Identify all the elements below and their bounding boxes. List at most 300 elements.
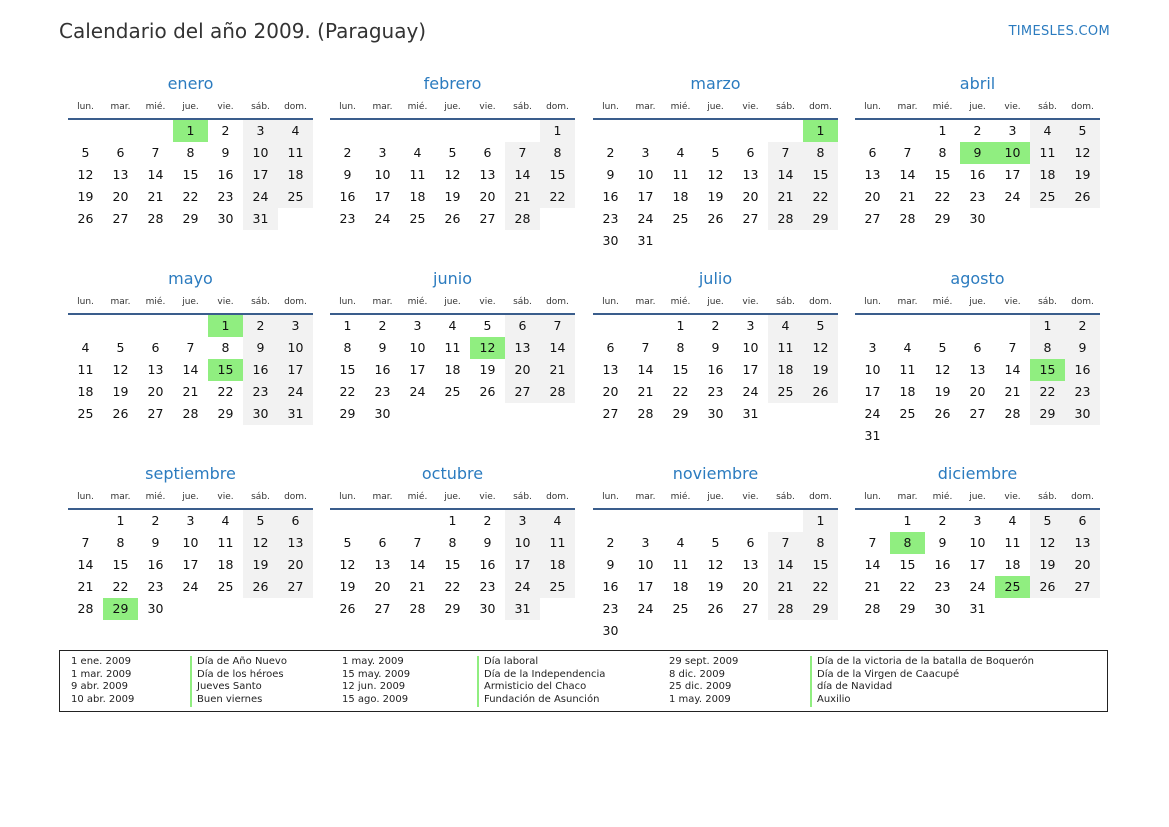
holiday-day-cell[interactable]: 29	[103, 598, 138, 620]
day-cell[interactable]: 14	[77, 557, 94, 572]
day-cell[interactable]: 20	[374, 579, 391, 594]
day-cell[interactable]: 22	[803, 576, 838, 598]
day-cell[interactable]: 28	[637, 406, 654, 421]
day-cell[interactable]: 18	[77, 384, 94, 399]
day-cell[interactable]: 3	[641, 145, 650, 160]
day-cell[interactable]: 25	[409, 211, 426, 226]
day-cell[interactable]: 7	[81, 535, 90, 550]
day-cell[interactable]: 23	[479, 579, 496, 594]
day-cell[interactable]: 23	[243, 381, 278, 403]
day-cell[interactable]: 13	[1065, 532, 1100, 554]
day-cell[interactable]: 4	[221, 513, 230, 528]
day-cell[interactable]: 28	[182, 406, 199, 421]
day-cell[interactable]: 13	[969, 362, 986, 377]
day-cell[interactable]: 15	[803, 554, 838, 576]
day-cell[interactable]: 8	[116, 535, 125, 550]
day-cell[interactable]: 28	[409, 601, 426, 616]
day-cell[interactable]: 5	[116, 340, 125, 355]
day-cell[interactable]: 24	[864, 406, 881, 421]
day-cell[interactable]: 1	[448, 513, 457, 528]
day-cell[interactable]: 21	[147, 189, 164, 204]
day-cell[interactable]: 26	[707, 601, 724, 616]
day-cell[interactable]: 24	[505, 576, 540, 598]
day-cell[interactable]: 6	[1065, 510, 1100, 532]
day-cell[interactable]: 30	[969, 211, 986, 226]
day-cell[interactable]: 22	[934, 189, 951, 204]
day-cell[interactable]: 23	[147, 579, 164, 594]
day-cell[interactable]: 25	[768, 381, 803, 403]
day-cell[interactable]: 20	[112, 189, 129, 204]
day-cell[interactable]: 2	[711, 318, 720, 333]
day-cell[interactable]: 13	[278, 532, 313, 554]
day-cell[interactable]: 5	[243, 510, 278, 532]
day-cell[interactable]: 27	[1065, 576, 1100, 598]
day-cell[interactable]: 29	[182, 211, 199, 226]
day-cell[interactable]: 28	[1004, 406, 1021, 421]
day-cell[interactable]: 16	[374, 362, 391, 377]
day-cell[interactable]: 30	[217, 211, 234, 226]
day-cell[interactable]: 26	[803, 381, 838, 403]
day-cell[interactable]: 31	[637, 233, 654, 248]
day-cell[interactable]: 16	[479, 557, 496, 572]
day-cell[interactable]: 9	[343, 167, 352, 182]
day-cell[interactable]: 19	[1065, 164, 1100, 186]
day-cell[interactable]: 19	[707, 189, 724, 204]
day-cell[interactable]: 7	[768, 532, 803, 554]
day-cell[interactable]: 25	[672, 601, 689, 616]
day-cell[interactable]: 17	[969, 557, 986, 572]
day-cell[interactable]: 19	[803, 359, 838, 381]
day-cell[interactable]: 24	[182, 579, 199, 594]
day-cell[interactable]: 19	[707, 579, 724, 594]
day-cell[interactable]: 10	[182, 535, 199, 550]
day-cell[interactable]: 1	[1030, 315, 1065, 337]
day-cell[interactable]: 7	[903, 145, 912, 160]
day-cell[interactable]: 6	[746, 535, 755, 550]
day-cell[interactable]: 8	[676, 340, 685, 355]
day-cell[interactable]: 30	[479, 601, 496, 616]
day-cell[interactable]: 16	[243, 359, 278, 381]
day-cell[interactable]: 19	[243, 554, 278, 576]
day-cell[interactable]: 3	[243, 120, 278, 142]
holiday-day-cell[interactable]: 15	[1030, 359, 1065, 381]
day-cell[interactable]: 3	[186, 513, 195, 528]
day-cell[interactable]: 22	[217, 384, 234, 399]
day-cell[interactable]: 8	[343, 340, 352, 355]
day-cell[interactable]: 27	[147, 406, 164, 421]
day-cell[interactable]: 21	[77, 579, 94, 594]
day-cell[interactable]: 15	[803, 164, 838, 186]
day-cell[interactable]: 7	[151, 145, 160, 160]
day-cell[interactable]: 7	[186, 340, 195, 355]
day-cell[interactable]: 16	[147, 557, 164, 572]
day-cell[interactable]: 26	[1030, 576, 1065, 598]
day-cell[interactable]: 6	[505, 315, 540, 337]
day-cell[interactable]: 14	[864, 557, 881, 572]
day-cell[interactable]: 6	[868, 145, 877, 160]
day-cell[interactable]: 19	[77, 189, 94, 204]
holiday-day-cell[interactable]: 8	[890, 532, 925, 554]
day-cell[interactable]: 28	[77, 601, 94, 616]
day-cell[interactable]: 13	[374, 557, 391, 572]
day-cell[interactable]: 23	[602, 601, 619, 616]
day-cell[interactable]: 10	[278, 337, 313, 359]
day-cell[interactable]: 1	[343, 318, 352, 333]
day-cell[interactable]: 10	[864, 362, 881, 377]
day-cell[interactable]: 7	[768, 142, 803, 164]
day-cell[interactable]: 12	[339, 557, 356, 572]
day-cell[interactable]: 14	[768, 554, 803, 576]
day-cell[interactable]: 12	[934, 362, 951, 377]
day-cell[interactable]: 5	[938, 340, 947, 355]
day-cell[interactable]: 2	[378, 318, 387, 333]
day-cell[interactable]: 17	[742, 362, 759, 377]
day-cell[interactable]: 20	[147, 384, 164, 399]
day-cell[interactable]: 18	[768, 359, 803, 381]
day-cell[interactable]: 26	[444, 211, 461, 226]
day-cell[interactable]: 17	[182, 557, 199, 572]
day-cell[interactable]: 18	[278, 164, 313, 186]
day-cell[interactable]: 9	[711, 340, 720, 355]
day-cell[interactable]: 11	[278, 142, 313, 164]
day-cell[interactable]: 22	[803, 186, 838, 208]
day-cell[interactable]: 2	[973, 123, 982, 138]
day-cell[interactable]: 20	[742, 579, 759, 594]
day-cell[interactable]: 19	[112, 384, 129, 399]
day-cell[interactable]: 8	[221, 340, 230, 355]
day-cell[interactable]: 24	[742, 384, 759, 399]
day-cell[interactable]: 6	[151, 340, 160, 355]
day-cell[interactable]: 18	[899, 384, 916, 399]
day-cell[interactable]: 15	[444, 557, 461, 572]
holiday-day-cell[interactable]: 9	[960, 142, 995, 164]
day-cell[interactable]: 11	[409, 167, 426, 182]
day-cell[interactable]: 26	[77, 211, 94, 226]
day-cell[interactable]: 2	[483, 513, 492, 528]
day-cell[interactable]: 29	[1030, 403, 1065, 425]
day-cell[interactable]: 12	[803, 337, 838, 359]
day-cell[interactable]: 9	[606, 167, 615, 182]
day-cell[interactable]: 22	[339, 384, 356, 399]
day-cell[interactable]: 16	[339, 189, 356, 204]
day-cell[interactable]: 27	[278, 576, 313, 598]
day-cell[interactable]: 5	[1065, 120, 1100, 142]
day-cell[interactable]: 23	[969, 189, 986, 204]
day-cell[interactable]: 11	[77, 362, 94, 377]
day-cell[interactable]: 18	[409, 189, 426, 204]
day-cell[interactable]: 2	[1065, 315, 1100, 337]
day-cell[interactable]: 31	[243, 208, 278, 230]
day-cell[interactable]: 5	[81, 145, 90, 160]
day-cell[interactable]: 10	[374, 167, 391, 182]
day-cell[interactable]: 9	[606, 557, 615, 572]
day-cell[interactable]: 21	[899, 189, 916, 204]
day-cell[interactable]: 16	[602, 189, 619, 204]
day-cell[interactable]: 24	[969, 579, 986, 594]
day-cell[interactable]: 12	[1030, 532, 1065, 554]
day-cell[interactable]: 3	[413, 318, 422, 333]
day-cell[interactable]: 18	[672, 579, 689, 594]
day-cell[interactable]: 16	[1065, 359, 1100, 381]
holiday-day-cell[interactable]: 1	[208, 315, 243, 337]
day-cell[interactable]: 12	[77, 167, 94, 182]
day-cell[interactable]: 1	[676, 318, 685, 333]
day-cell[interactable]: 11	[217, 535, 234, 550]
day-cell[interactable]: 25	[217, 579, 234, 594]
day-cell[interactable]: 28	[505, 208, 540, 230]
day-cell[interactable]: 4	[540, 510, 575, 532]
day-cell[interactable]: 4	[448, 318, 457, 333]
day-cell[interactable]: 18	[1030, 164, 1065, 186]
day-cell[interactable]: 1	[938, 123, 947, 138]
day-cell[interactable]: 12	[444, 167, 461, 182]
day-cell[interactable]: 18	[1004, 557, 1021, 572]
day-cell[interactable]: 27	[742, 601, 759, 616]
day-cell[interactable]: 2	[151, 513, 160, 528]
day-cell[interactable]: 26	[339, 601, 356, 616]
day-cell[interactable]: 9	[938, 535, 947, 550]
day-cell[interactable]: 28	[540, 381, 575, 403]
day-cell[interactable]: 19	[479, 362, 496, 377]
day-cell[interactable]: 6	[278, 510, 313, 532]
day-cell[interactable]: 22	[182, 189, 199, 204]
day-cell[interactable]: 12	[707, 557, 724, 572]
day-cell[interactable]: 23	[602, 211, 619, 226]
day-cell[interactable]: 14	[768, 164, 803, 186]
day-cell[interactable]: 4	[1030, 120, 1065, 142]
day-cell[interactable]: 11	[540, 532, 575, 554]
day-cell[interactable]: 5	[711, 145, 720, 160]
day-cell[interactable]: 24	[1004, 189, 1021, 204]
day-cell[interactable]: 10	[637, 557, 654, 572]
day-cell[interactable]: 19	[1030, 554, 1065, 576]
day-cell[interactable]: 16	[969, 167, 986, 182]
day-cell[interactable]: 18	[672, 189, 689, 204]
day-cell[interactable]: 24	[409, 384, 426, 399]
day-cell[interactable]: 2	[343, 145, 352, 160]
day-cell[interactable]: 31	[278, 403, 313, 425]
day-cell[interactable]: 24	[374, 211, 391, 226]
day-cell[interactable]: 9	[483, 535, 492, 550]
day-cell[interactable]: 31	[864, 428, 881, 443]
day-cell[interactable]: 12	[1065, 142, 1100, 164]
day-cell[interactable]: 27	[864, 211, 881, 226]
day-cell[interactable]: 23	[707, 384, 724, 399]
day-cell[interactable]: 30	[147, 601, 164, 616]
day-cell[interactable]: 15	[540, 164, 575, 186]
day-cell[interactable]: 2	[938, 513, 947, 528]
day-cell[interactable]: 17	[505, 554, 540, 576]
day-cell[interactable]: 7	[540, 315, 575, 337]
day-cell[interactable]: 8	[186, 145, 195, 160]
day-cell[interactable]: 30	[374, 406, 391, 421]
day-cell[interactable]: 10	[505, 532, 540, 554]
day-cell[interactable]: 13	[742, 557, 759, 572]
day-cell[interactable]: 6	[973, 340, 982, 355]
day-cell[interactable]: 22	[540, 186, 575, 208]
day-cell[interactable]: 30	[1065, 403, 1100, 425]
day-cell[interactable]: 17	[864, 384, 881, 399]
day-cell[interactable]: 19	[444, 189, 461, 204]
day-cell[interactable]: 23	[374, 384, 391, 399]
day-cell[interactable]: 11	[672, 167, 689, 182]
day-cell[interactable]: 2	[221, 123, 230, 138]
day-cell[interactable]: 7	[413, 535, 422, 550]
day-cell[interactable]: 29	[803, 598, 838, 620]
day-cell[interactable]: 5	[711, 535, 720, 550]
day-cell[interactable]: 13	[112, 167, 129, 182]
day-cell[interactable]: 10	[742, 340, 759, 355]
site-link[interactable]: TIMESLES.COM	[1008, 24, 1110, 39]
day-cell[interactable]: 27	[112, 211, 129, 226]
day-cell[interactable]: 6	[746, 145, 755, 160]
day-cell[interactable]: 21	[409, 579, 426, 594]
holiday-day-cell[interactable]: 15	[208, 359, 243, 381]
day-cell[interactable]: 7	[868, 535, 877, 550]
day-cell[interactable]: 15	[112, 557, 129, 572]
day-cell[interactable]: 8	[1030, 337, 1065, 359]
day-cell[interactable]: 14	[409, 557, 426, 572]
day-cell[interactable]: 27	[505, 381, 540, 403]
day-cell[interactable]: 20	[864, 189, 881, 204]
day-cell[interactable]: 17	[637, 579, 654, 594]
day-cell[interactable]: 20	[969, 384, 986, 399]
day-cell[interactable]: 1	[903, 513, 912, 528]
day-cell[interactable]: 19	[339, 579, 356, 594]
day-cell[interactable]: 21	[637, 384, 654, 399]
day-cell[interactable]: 8	[938, 145, 947, 160]
day-cell[interactable]: 14	[899, 167, 916, 182]
day-cell[interactable]: 13	[602, 362, 619, 377]
day-cell[interactable]: 13	[864, 167, 881, 182]
day-cell[interactable]: 20	[479, 189, 496, 204]
day-cell[interactable]: 24	[637, 211, 654, 226]
day-cell[interactable]: 3	[378, 145, 387, 160]
day-cell[interactable]: 27	[479, 211, 496, 226]
day-cell[interactable]: 15	[934, 167, 951, 182]
day-cell[interactable]: 14	[637, 362, 654, 377]
day-cell[interactable]: 11	[672, 557, 689, 572]
day-cell[interactable]: 4	[1008, 513, 1017, 528]
day-cell[interactable]: 10	[637, 167, 654, 182]
day-cell[interactable]: 3	[641, 535, 650, 550]
day-cell[interactable]: 31	[742, 406, 759, 421]
day-cell[interactable]: 26	[707, 211, 724, 226]
day-cell[interactable]: 12	[243, 532, 278, 554]
day-cell[interactable]: 21	[768, 576, 803, 598]
day-cell[interactable]: 28	[864, 601, 881, 616]
day-cell[interactable]: 14	[182, 362, 199, 377]
day-cell[interactable]: 12	[112, 362, 129, 377]
day-cell[interactable]: 22	[899, 579, 916, 594]
day-cell[interactable]: 20	[278, 554, 313, 576]
day-cell[interactable]: 23	[217, 189, 234, 204]
day-cell[interactable]: 17	[243, 164, 278, 186]
day-cell[interactable]: 25	[444, 384, 461, 399]
day-cell[interactable]: 17	[278, 359, 313, 381]
day-cell[interactable]: 15	[672, 362, 689, 377]
day-cell[interactable]: 8	[803, 532, 838, 554]
day-cell[interactable]: 29	[803, 208, 838, 230]
day-cell[interactable]: 10	[969, 535, 986, 550]
day-cell[interactable]: 4	[278, 120, 313, 142]
day-cell[interactable]: 31	[969, 601, 986, 616]
day-cell[interactable]: 30	[602, 623, 619, 638]
day-cell[interactable]: 26	[112, 406, 129, 421]
day-cell[interactable]: 11	[1004, 535, 1021, 550]
day-cell[interactable]: 22	[672, 384, 689, 399]
day-cell[interactable]: 3	[746, 318, 755, 333]
day-cell[interactable]: 28	[899, 211, 916, 226]
day-cell[interactable]: 15	[339, 362, 356, 377]
day-cell[interactable]: 13	[505, 337, 540, 359]
day-cell[interactable]: 3	[278, 315, 313, 337]
day-cell[interactable]: 5	[343, 535, 352, 550]
day-cell[interactable]: 24	[637, 601, 654, 616]
day-cell[interactable]: 30	[707, 406, 724, 421]
day-cell[interactable]: 3	[868, 340, 877, 355]
day-cell[interactable]: 25	[1030, 186, 1065, 208]
day-cell[interactable]: 9	[1065, 337, 1100, 359]
day-cell[interactable]: 17	[1004, 167, 1021, 182]
day-cell[interactable]: 23	[1065, 381, 1100, 403]
day-cell[interactable]: 29	[899, 601, 916, 616]
day-cell[interactable]: 4	[768, 315, 803, 337]
day-cell[interactable]: 27	[969, 406, 986, 421]
day-cell[interactable]: 6	[378, 535, 387, 550]
day-cell[interactable]: 22	[112, 579, 129, 594]
day-cell[interactable]: 16	[934, 557, 951, 572]
day-cell[interactable]: 25	[278, 186, 313, 208]
day-cell[interactable]: 13	[479, 167, 496, 182]
day-cell[interactable]: 28	[768, 598, 803, 620]
day-cell[interactable]: 9	[378, 340, 387, 355]
day-cell[interactable]: 17	[637, 189, 654, 204]
holiday-day-cell[interactable]: 1	[803, 120, 838, 142]
day-cell[interactable]: 7	[505, 142, 540, 164]
day-cell[interactable]: 30	[934, 601, 951, 616]
day-cell[interactable]: 25	[77, 406, 94, 421]
day-cell[interactable]: 13	[742, 167, 759, 182]
day-cell[interactable]: 29	[444, 601, 461, 616]
day-cell[interactable]: 13	[147, 362, 164, 377]
day-cell[interactable]: 26	[934, 406, 951, 421]
day-cell[interactable]: 11	[768, 337, 803, 359]
day-cell[interactable]: 6	[483, 145, 492, 160]
day-cell[interactable]: 14	[1004, 362, 1021, 377]
day-cell[interactable]: 21	[864, 579, 881, 594]
day-cell[interactable]: 8	[803, 142, 838, 164]
holiday-day-cell[interactable]: 10	[995, 142, 1030, 164]
day-cell[interactable]: 17	[409, 362, 426, 377]
day-cell[interactable]: 2	[606, 535, 615, 550]
day-cell[interactable]: 10	[409, 340, 426, 355]
day-cell[interactable]: 27	[742, 211, 759, 226]
day-cell[interactable]: 1	[803, 510, 838, 532]
day-cell[interactable]: 21	[1004, 384, 1021, 399]
day-cell[interactable]: 21	[505, 186, 540, 208]
day-cell[interactable]: 17	[374, 189, 391, 204]
day-cell[interactable]: 3	[973, 513, 982, 528]
day-cell[interactable]: 4	[676, 535, 685, 550]
day-cell[interactable]: 23	[934, 579, 951, 594]
day-cell[interactable]: 25	[899, 406, 916, 421]
day-cell[interactable]: 22	[444, 579, 461, 594]
day-cell[interactable]: 9	[221, 145, 230, 160]
day-cell[interactable]: 18	[540, 554, 575, 576]
day-cell[interactable]: 24	[243, 186, 278, 208]
day-cell[interactable]: 1	[116, 513, 125, 528]
